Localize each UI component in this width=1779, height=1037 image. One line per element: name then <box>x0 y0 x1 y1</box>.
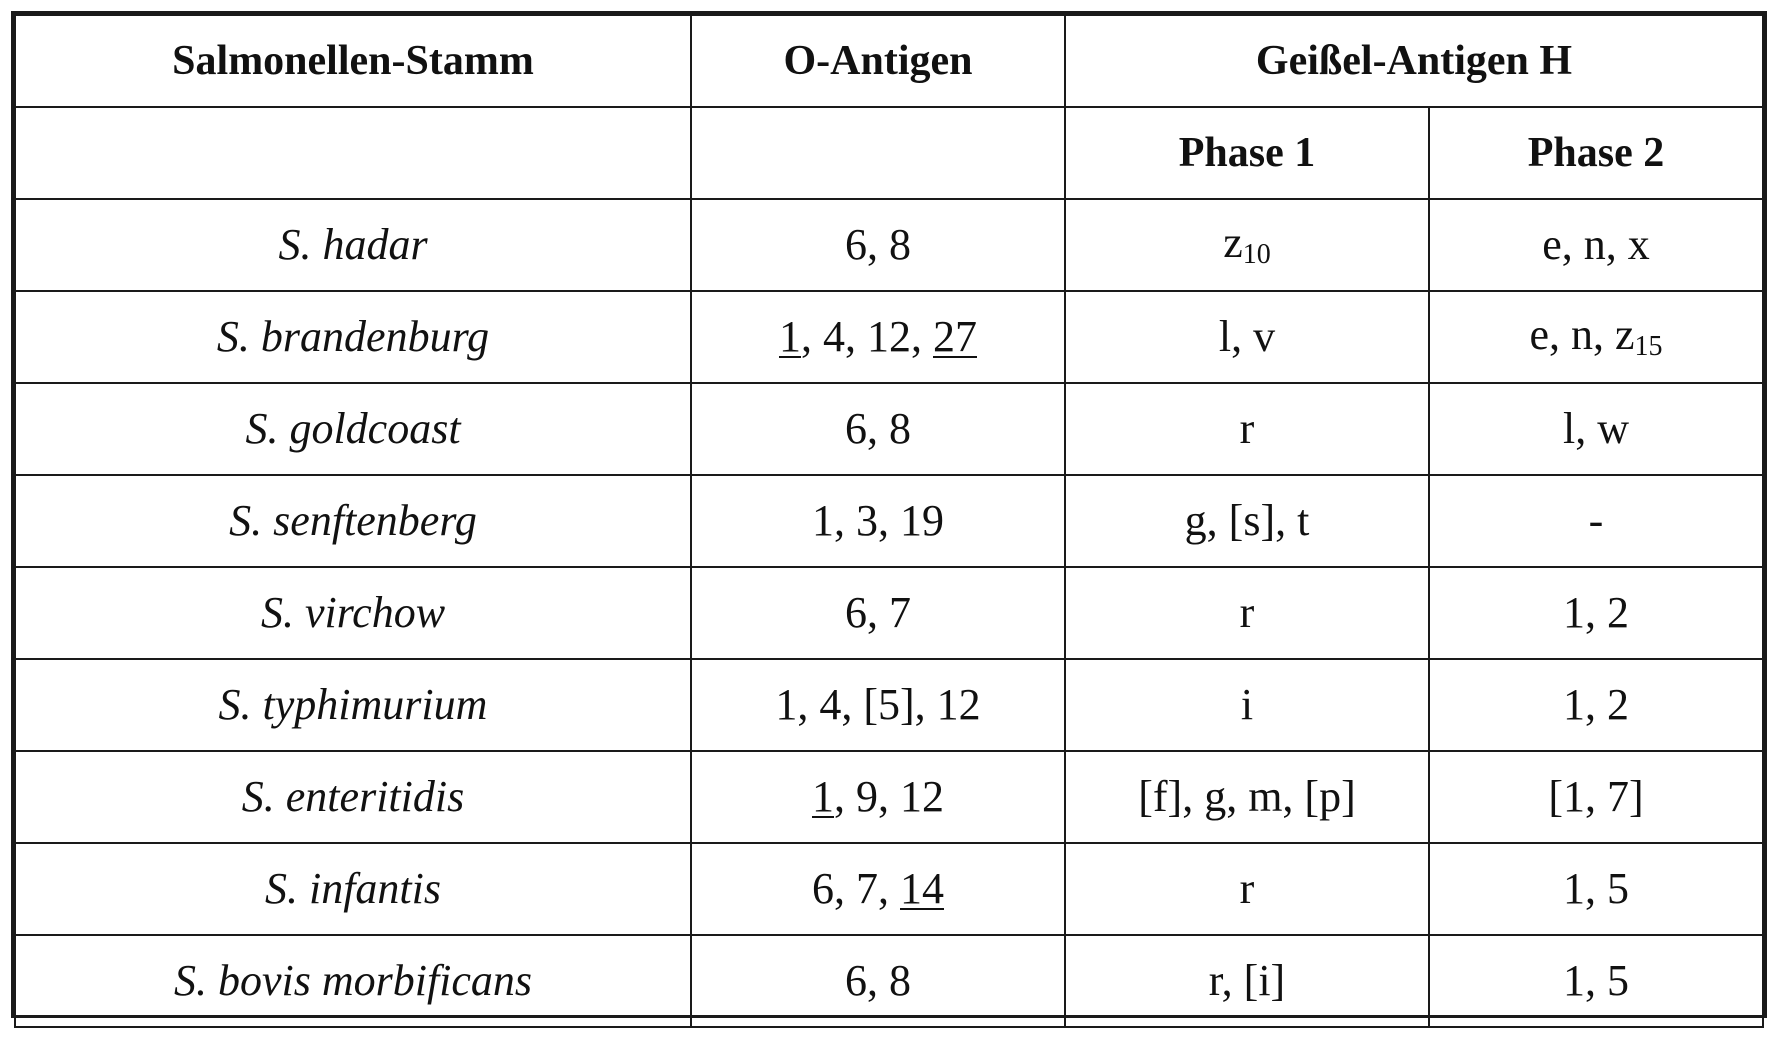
subscript-text: 15 <box>1634 331 1663 362</box>
header-row-main <box>15 15 1763 107</box>
phase2-cell <box>1429 383 1763 475</box>
cell-text: [f], g, m, [p] <box>1138 772 1356 821</box>
phase1-cell <box>1065 383 1429 475</box>
table-row <box>15 383 1763 475</box>
cell-text: 6, 7, <box>812 864 900 913</box>
cell-text: e, n, x <box>1542 220 1650 269</box>
header-phase-2: Phase 2 <box>1429 107 1763 199</box>
salmonella-antigen-table <box>11 11 1767 1018</box>
strain-cell: S. bovis morbificans <box>15 935 691 1027</box>
cell-text: r <box>1239 588 1255 637</box>
o-antigen-cell <box>691 383 1065 475</box>
phase2-cell <box>1429 567 1763 659</box>
underlined-text: 1 <box>779 312 801 361</box>
phase1-cell <box>1065 199 1429 291</box>
phase2-cell <box>1429 475 1763 567</box>
cell-text: r, [i] <box>1208 956 1286 1005</box>
strain-cell: S. typhimurium <box>15 659 691 751</box>
o-antigen-cell <box>691 935 1065 1027</box>
o-antigen-cell <box>691 475 1065 567</box>
table-row <box>15 843 1763 935</box>
o-antigen-cell <box>691 659 1065 751</box>
cell-text: [1, 7] <box>1548 772 1644 821</box>
underlined-text: 1 <box>812 772 834 821</box>
phase1-cell <box>1065 567 1429 659</box>
header-strain: Salmonellen-Stamm <box>15 15 691 107</box>
table-row <box>15 291 1763 383</box>
table-row <box>15 199 1763 291</box>
cell-text: l, v <box>1218 312 1276 361</box>
cell-text: z <box>1223 218 1243 267</box>
phase2-cell <box>1429 843 1763 935</box>
phase1-cell <box>1065 935 1429 1027</box>
cell-text: i <box>1240 680 1254 729</box>
strain-cell: S. goldcoast <box>15 383 691 475</box>
strain-cell: S. virchow <box>15 567 691 659</box>
strain-cell: S. enteritidis <box>15 751 691 843</box>
phase2-cell <box>1429 935 1763 1027</box>
underlined-text: 27 <box>933 312 977 361</box>
cell-text: g, [s], t <box>1184 496 1310 545</box>
cell-text: , 4, 12, <box>801 312 933 361</box>
o-antigen-cell <box>691 291 1065 383</box>
phase1-cell <box>1065 659 1429 751</box>
table-header <box>15 15 1763 199</box>
cell-text: 6, 8 <box>845 404 911 453</box>
cell-text: 1, 2 <box>1563 680 1629 729</box>
cell-text: 6, 7 <box>845 588 911 637</box>
cell-text: 6, 8 <box>845 956 911 1005</box>
cell-text: 1, 5 <box>1563 956 1629 1005</box>
strain-cell: S. senftenberg <box>15 475 691 567</box>
phase1-cell <box>1065 751 1429 843</box>
table-row <box>15 751 1763 843</box>
phase1-cell <box>1065 291 1429 383</box>
phase2-cell <box>1429 659 1763 751</box>
header-o-antigen: O-Antigen <box>691 15 1065 107</box>
header-phase-1: Phase 1 <box>1065 107 1429 199</box>
header-h-antigen: Geißel-Antigen H <box>1065 15 1763 107</box>
o-antigen-cell <box>691 751 1065 843</box>
cell-text: - <box>1588 496 1604 545</box>
cell-text: l, w <box>1563 404 1629 453</box>
cell-text: r <box>1239 404 1255 453</box>
cell-text: , 9, 12 <box>834 772 944 821</box>
cell-text: 1, 2 <box>1563 588 1629 637</box>
header-empty-o-antigen <box>691 107 1065 199</box>
table-row <box>15 567 1763 659</box>
underlined-text: 14 <box>900 864 944 913</box>
cell-text: 1, 3, 19 <box>812 496 944 545</box>
cell-text: r <box>1239 864 1255 913</box>
phase1-cell <box>1065 843 1429 935</box>
phase2-cell <box>1429 751 1763 843</box>
cell-text: 1, 4, [5], 12 <box>775 680 981 729</box>
strain-cell: S. brandenburg <box>15 291 691 383</box>
phase1-cell <box>1065 475 1429 567</box>
cell-text: 6, 8 <box>845 220 911 269</box>
cell-text: e, n, z <box>1529 310 1635 359</box>
table-row <box>15 475 1763 567</box>
header-row-phases <box>15 107 1763 199</box>
table-row <box>15 659 1763 751</box>
o-antigen-cell <box>691 843 1065 935</box>
strain-cell: S. infantis <box>15 843 691 935</box>
header-empty-strain <box>15 107 691 199</box>
subscript-text: 10 <box>1242 239 1271 270</box>
o-antigen-cell <box>691 567 1065 659</box>
o-antigen-cell <box>691 199 1065 291</box>
table-body <box>15 199 1763 1027</box>
phase2-cell <box>1429 291 1763 383</box>
cell-text: 1, 5 <box>1563 864 1629 913</box>
phase2-cell <box>1429 199 1763 291</box>
antigen-table <box>14 14 1764 1028</box>
table-row <box>15 935 1763 1027</box>
strain-cell: S. hadar <box>15 199 691 291</box>
